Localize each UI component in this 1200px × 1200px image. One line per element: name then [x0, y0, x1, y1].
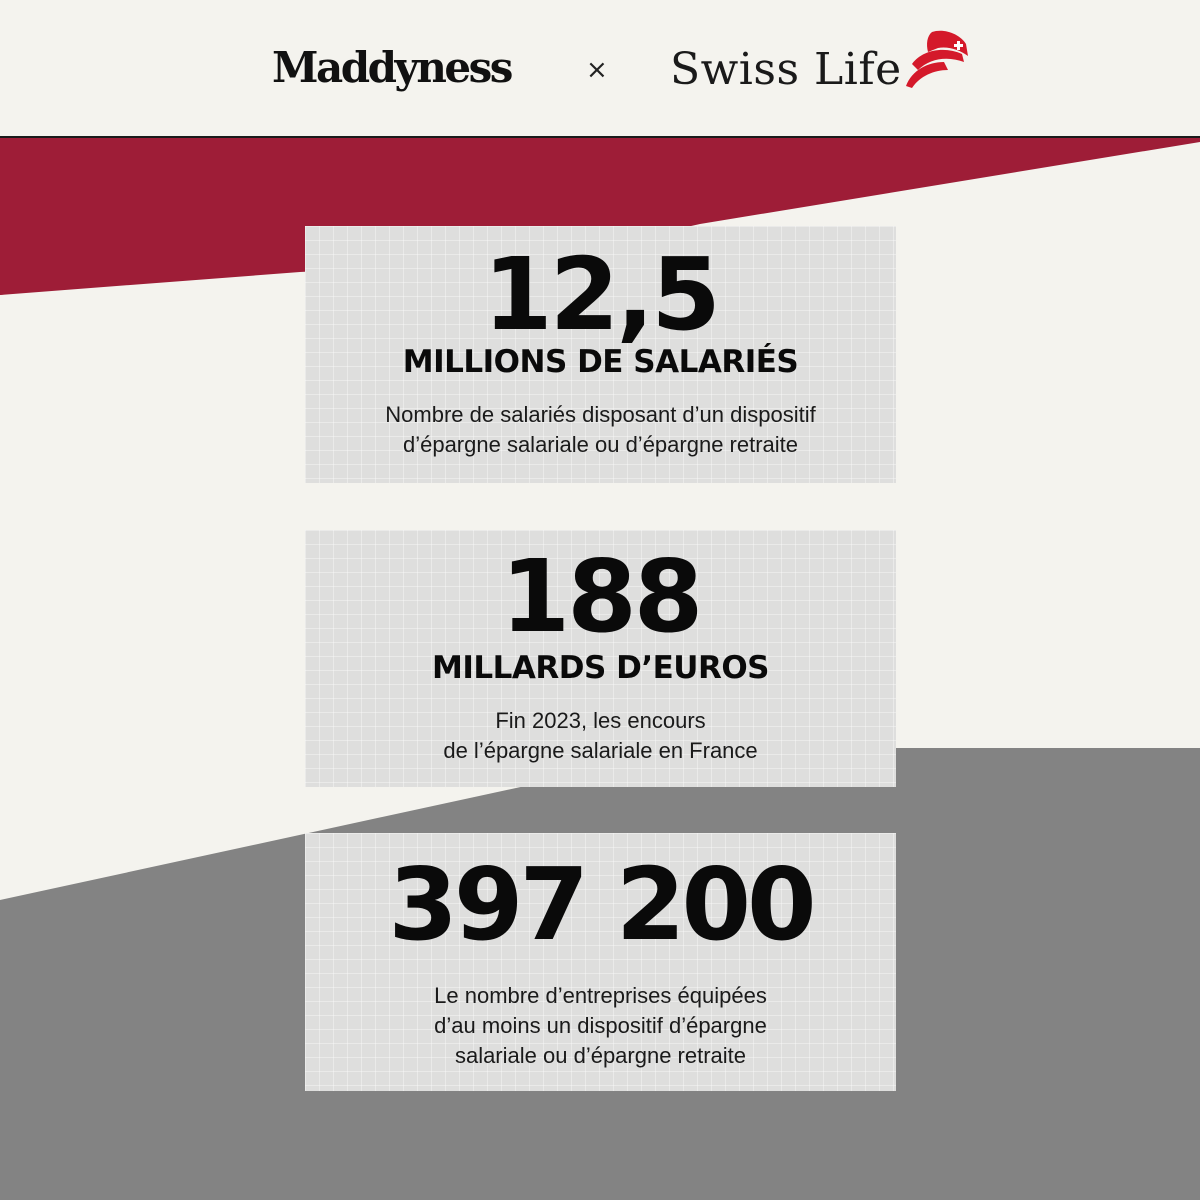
stat-description-line: d’épargne salariale ou d’épargne retraite — [402, 432, 799, 457]
stat-unit: MILLIONS DE SALARIÉS — [402, 344, 799, 380]
brand-separator: × — [586, 55, 608, 85]
stat-description-line: de l’épargne salariale en France — [443, 738, 758, 763]
stat-number: 188 — [500, 538, 701, 655]
stat-description — [305, 400, 896, 460]
stat-unit: MILLARDS D’EUROS — [431, 650, 769, 686]
stat-card-salaries — [305, 226, 896, 483]
maddyness-logo: Maddyness — [272, 43, 511, 92]
stat-card-encours — [305, 530, 896, 787]
stat-description — [305, 981, 896, 1071]
swiss-life-flag-icon — [904, 28, 970, 90]
stat-description-line: Nombre de salariés disposant d’un dispositif — [385, 402, 816, 427]
header — [0, 0, 1200, 138]
stat-description-line: Fin 2023, les encours — [495, 708, 706, 733]
stat-description-line: salariale ou d’épargne retraite — [454, 1043, 747, 1068]
stat-description — [305, 706, 896, 766]
stat-card-entreprises — [305, 833, 896, 1091]
stat-number: 397 200 — [388, 846, 813, 963]
swiss-life-flag-icon-swoosh-low — [906, 62, 948, 88]
swiss-life-flag-icon-cross-h — [954, 44, 963, 47]
swisslife-logo: Swiss Life — [670, 44, 902, 95]
stat-description-line: Le nombre d’entreprises équipées — [434, 983, 767, 1008]
stat-description-line: d’au moins un dispositif d’épargne — [434, 1013, 767, 1038]
stat-number: 12,5 — [483, 236, 718, 353]
